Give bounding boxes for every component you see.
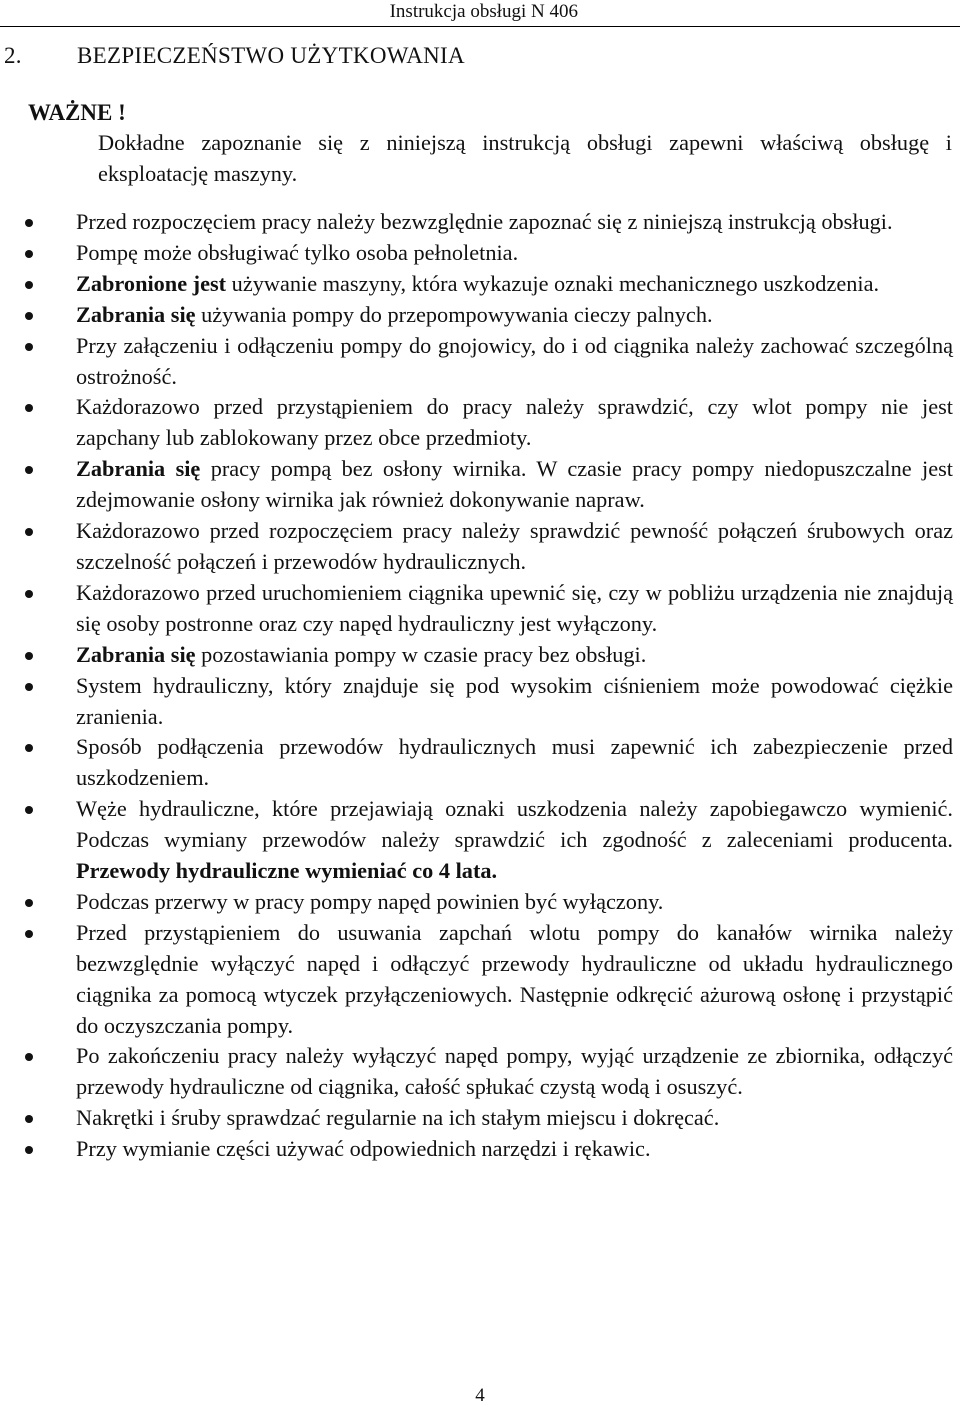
bullet-icon: [25, 219, 33, 227]
list-item: [0, 238, 953, 269]
item-text: używanie maszyny, która wykazuje oznaki mechanicznego uszkodzenia.: [226, 270, 880, 296]
header-divider: [0, 26, 960, 27]
document-title: Instrukcja obsługi N 406: [389, 1, 578, 22]
list-item: [0, 516, 953, 578]
item-text: pozostawiania pompy w czasie pracy bez obsługi.: [195, 641, 647, 667]
safety-list: [0, 207, 960, 1165]
list-item: [0, 887, 953, 918]
list-item: [0, 331, 953, 393]
item-text: Każdorazowo przed uruchomieniem ciągnika upewnić się, czy w pobliżu urządzenia nie znajdują się osoby postronne oraz czy napęd hydrauliczny jest wyłączony.: [76, 579, 953, 636]
list-item: [0, 392, 953, 454]
item-emphasis: Zabrania się: [76, 301, 196, 327]
bullet-icon: [25, 528, 33, 536]
bullet-icon: [25, 590, 33, 598]
item-text: Przy załączeniu i odłączeniu pompy do gnojowicy, do i od ciągnika należy zachować szczególną ostrożność.: [76, 332, 953, 389]
list-item: [0, 300, 953, 331]
bullet-icon: [25, 806, 33, 814]
bullet-icon: [25, 312, 33, 320]
item-text: Każdorazowo przed rozpoczęciem pracy należy sprawdzić pewność połączeń śrubowych oraz szczelność połączeń i przewodów hydraulicznych.: [76, 518, 953, 574]
bullet-icon: [25, 1115, 33, 1123]
item-text: Podczas przerwy w pracy pompy napęd powinien być wyłączony.: [76, 888, 664, 914]
bullet-icon: [25, 466, 33, 474]
bullet-icon: [25, 281, 33, 289]
list-item: [0, 454, 953, 516]
list-item: [0, 269, 953, 300]
bullet-icon: [25, 683, 33, 691]
item-emphasis-end: Przewody hydrauliczne wymieniać co 4 lata.: [76, 858, 498, 884]
item-text: Każdorazowo przed przystąpieniem do pracy należy sprawdzić, czy wlot pompy nie jest zapchany lub zablokowany przez obce przedmioty.: [76, 394, 953, 451]
bullet-icon: [25, 652, 33, 660]
list-item: [0, 1041, 953, 1103]
item-emphasis: Zabrania się: [76, 456, 201, 482]
list-item: [0, 1134, 953, 1165]
list-item: [0, 1103, 953, 1134]
bullet-icon: [25, 404, 33, 412]
bullet-icon: [25, 250, 33, 258]
item-text: Pompę może obsługiwać tylko osoba pełnoletnia.: [76, 239, 519, 265]
item-emphasis: Zabrania się: [76, 641, 196, 667]
list-item: [0, 578, 953, 640]
item-text: Sposób podłączenia przewodów hydraulicznych musi zapewnić ich zabezpieczenie przed uszkodzeniem.: [76, 734, 953, 791]
item-text: Przed przystąpieniem do usuwania zapchań wlotu pompy do kanałów wirnika należy bezwzględnie wyłączyć napęd i odłączyć przewody hydrauliczne od układu hydraulicznego ciągnika za pomocą wtyczek przyłączeniowych. Następnie odkręcić ażurową osłonę i przystąpić do oczyszczania pompy.: [76, 919, 953, 1038]
list-item: [0, 640, 953, 671]
item-text: Przed rozpoczęciem pracy należy bezwzględnie zapoznać się z niniejszą instrukcją obsługi.: [76, 209, 893, 234]
bullet-icon: [25, 899, 33, 907]
section-heading: [4, 41, 465, 71]
bullet-icon: [25, 930, 33, 938]
item-text: Nakrętki i śruby sprawdzać regularnie na ich stałym miejscu i dokręcać.: [76, 1105, 720, 1131]
bullet-icon: [25, 343, 33, 351]
item-text: Po zakończeniu pracy należy wyłączyć napęd pompy, wyjąć urządzenie ze zbiornika, odłączyć przewody hydrauliczne od ciągnika, całość spłukać czystą wodą i osuszyć.: [76, 1043, 953, 1100]
list-item: [0, 732, 953, 794]
bullet-icon: [25, 744, 33, 752]
section-title: BEZPIECZEŃSTWO UŻYTKOWANIA: [77, 43, 465, 68]
item-text: pracy pompą bez osłony wirnika. W czasie pracy pompy niedopuszczalne jest zdejmowanie osłony wirnika jak również dokonywanie napraw.: [76, 456, 953, 513]
section-number: 2.: [4, 43, 22, 68]
bullet-icon: [25, 1053, 33, 1061]
item-emphasis: Zabronione jest: [76, 270, 227, 296]
item-text: używania pompy do przepompowywania cieczy palnych.: [195, 301, 713, 327]
bullet-icon: [25, 1146, 33, 1154]
list-item: [0, 918, 953, 1042]
important-text: Dokładne zapoznanie się z niniejszą instrukcją obsługi zapewni właściwą obsługę i eksploatację maszyny.: [98, 130, 952, 186]
important-label: WAŻNE !: [28, 100, 126, 125]
list-item: [0, 671, 953, 733]
page-number: 4: [475, 1385, 485, 1406]
list-item: [0, 794, 953, 887]
item-text: Węże hydrauliczne, które przejawiają oznaki uszkodzenia należy zapobiegawczo wymienić. Podczas wymiany przewodów należy sprawdzić ich zgodność z zaleceniami producenta.: [76, 796, 953, 853]
item-text: Przy wymianie części używać odpowiednich narzędzi i rękawic.: [76, 1136, 651, 1162]
list-item: [0, 207, 953, 238]
page-header: [0, 0, 960, 27]
item-text: System hydrauliczny, który znajduje się pod wysokim ciśnieniem może powodować ciężkie zranienia.: [76, 672, 953, 729]
